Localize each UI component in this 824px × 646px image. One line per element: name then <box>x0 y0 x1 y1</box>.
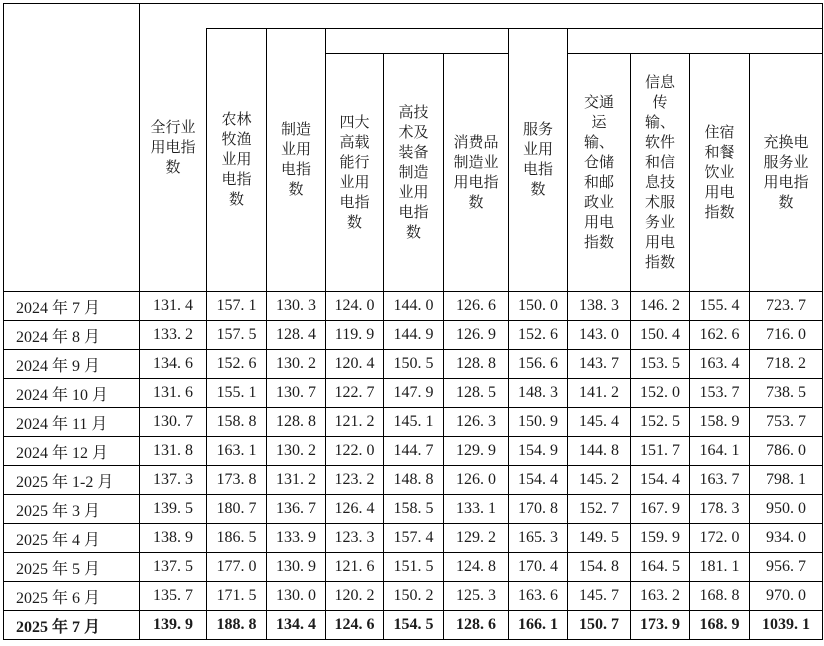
value-cell: 130. 7 <box>267 379 326 408</box>
table-body <box>4 292 823 640</box>
value-cell: 157. 4 <box>384 524 444 553</box>
value-cell: 137. 5 <box>140 553 207 582</box>
value-cell: 150. 9 <box>509 408 568 437</box>
value-cell: 152. 6 <box>207 350 267 379</box>
value-cell: 170. 4 <box>509 553 568 582</box>
value-cell: 130. 7 <box>140 408 207 437</box>
header-hightech-equipment: 高技术及装备制造业用电指数 <box>384 54 444 292</box>
value-cell: 188. 8 <box>207 611 267 640</box>
value-cell: 150. 7 <box>568 611 631 640</box>
value-cell: 126. 0 <box>444 466 509 495</box>
value-cell: 143. 7 <box>568 350 631 379</box>
value-cell: 157. 5 <box>207 321 267 350</box>
value-cell: 128. 6 <box>444 611 509 640</box>
value-cell: 124. 8 <box>444 553 509 582</box>
value-cell: 150. 0 <box>509 292 568 321</box>
table-row <box>4 350 823 379</box>
table-row <box>4 553 823 582</box>
value-cell: 723. 7 <box>750 292 823 321</box>
value-cell: 163. 1 <box>207 437 267 466</box>
row-label: 2024 年 8 月 <box>4 321 140 350</box>
value-cell: 154. 5 <box>384 611 444 640</box>
value-cell: 123. 2 <box>326 466 384 495</box>
value-cell: 171. 5 <box>207 582 267 611</box>
table-row <box>4 611 823 640</box>
value-cell: 121. 6 <box>326 553 384 582</box>
value-cell: 126. 6 <box>444 292 509 321</box>
value-cell: 154. 9 <box>509 437 568 466</box>
value-cell: 149. 5 <box>568 524 631 553</box>
value-cell: 718. 2 <box>750 350 823 379</box>
value-cell: 166. 1 <box>509 611 568 640</box>
value-cell: 134. 4 <box>267 611 326 640</box>
value-cell: 158. 5 <box>384 495 444 524</box>
table-row <box>4 524 823 553</box>
value-cell: 154. 4 <box>509 466 568 495</box>
value-cell: 139. 5 <box>140 495 207 524</box>
value-cell: 145. 1 <box>384 408 444 437</box>
value-cell: 133. 2 <box>140 321 207 350</box>
value-cell: 120. 2 <box>326 582 384 611</box>
value-cell: 168. 8 <box>690 582 750 611</box>
value-cell: 163. 6 <box>509 582 568 611</box>
value-cell: 158. 9 <box>690 408 750 437</box>
value-cell: 147. 9 <box>384 379 444 408</box>
table-row <box>4 582 823 611</box>
value-cell: 137. 3 <box>140 466 207 495</box>
table-row <box>4 495 823 524</box>
value-cell: 186. 5 <box>207 524 267 553</box>
row-label: 2025 年 6 月 <box>4 582 140 611</box>
header-transport-storage-postal: 交通运输、仓储和邮政业用电指数 <box>568 54 631 292</box>
value-cell: 144. 8 <box>568 437 631 466</box>
value-cell: 120. 4 <box>326 350 384 379</box>
value-cell: 738. 5 <box>750 379 823 408</box>
value-cell: 145. 7 <box>568 582 631 611</box>
value-cell: 159. 9 <box>631 524 690 553</box>
table-row <box>4 466 823 495</box>
value-cell: 148. 8 <box>384 466 444 495</box>
header-manufacturing: 制造业用电指数 <box>267 29 326 292</box>
table-row <box>4 437 823 466</box>
value-cell: 130. 2 <box>267 350 326 379</box>
value-cell: 956. 7 <box>750 553 823 582</box>
value-cell: 148. 3 <box>509 379 568 408</box>
header-spacer-manufacturing-sub <box>326 29 509 54</box>
value-cell: 136. 7 <box>267 495 326 524</box>
value-cell: 753. 7 <box>750 408 823 437</box>
header-spacer-top <box>207 4 823 29</box>
value-cell: 934. 0 <box>750 524 823 553</box>
value-cell: 164. 1 <box>690 437 750 466</box>
value-cell: 130. 3 <box>267 292 326 321</box>
value-cell: 146. 2 <box>631 292 690 321</box>
value-cell: 131. 8 <box>140 437 207 466</box>
value-cell: 168. 9 <box>690 611 750 640</box>
value-cell: 151. 5 <box>384 553 444 582</box>
value-cell: 163. 4 <box>690 350 750 379</box>
value-cell: 152. 0 <box>631 379 690 408</box>
value-cell: 134. 6 <box>140 350 207 379</box>
value-cell: 128. 5 <box>444 379 509 408</box>
header-info-software-it: 信息传输、软件和信息技术服务业用电指数 <box>631 54 690 292</box>
row-label: 2024 年 7 月 <box>4 292 140 321</box>
value-cell: 130. 9 <box>267 553 326 582</box>
value-cell: 133. 9 <box>267 524 326 553</box>
value-cell: 121. 2 <box>326 408 384 437</box>
value-cell: 126. 4 <box>326 495 384 524</box>
value-cell: 135. 7 <box>140 582 207 611</box>
value-cell: 162. 6 <box>690 321 750 350</box>
electricity-index-table-container <box>3 3 823 640</box>
value-cell: 122. 0 <box>326 437 384 466</box>
row-label: 2024 年 11 月 <box>4 408 140 437</box>
value-cell: 178. 3 <box>690 495 750 524</box>
row-label: 2024 年 12 月 <box>4 437 140 466</box>
value-cell: 130. 2 <box>267 437 326 466</box>
header-accommodation-catering: 住宿和餐饮业用电指数 <box>690 54 750 292</box>
value-cell: 129. 2 <box>444 524 509 553</box>
value-cell: 125. 3 <box>444 582 509 611</box>
header-four-high-energy: 四大高载能行业用电指数 <box>326 54 384 292</box>
row-label: 2025 年 7 月 <box>4 611 140 640</box>
value-cell: 124. 0 <box>326 292 384 321</box>
value-cell: 155. 1 <box>207 379 267 408</box>
value-cell: 154. 8 <box>568 553 631 582</box>
value-cell: 128. 4 <box>267 321 326 350</box>
row-label: 2024 年 10 月 <box>4 379 140 408</box>
value-cell: 180. 7 <box>207 495 267 524</box>
value-cell: 128. 8 <box>267 408 326 437</box>
row-label: 2025 年 4 月 <box>4 524 140 553</box>
value-cell: 950. 0 <box>750 495 823 524</box>
value-cell: 1039. 1 <box>750 611 823 640</box>
value-cell: 798. 1 <box>750 466 823 495</box>
value-cell: 970. 0 <box>750 582 823 611</box>
value-cell: 172. 0 <box>690 524 750 553</box>
value-cell: 145. 4 <box>568 408 631 437</box>
row-label: 2025 年 1-2 月 <box>4 466 140 495</box>
value-cell: 152. 7 <box>568 495 631 524</box>
value-cell: 181. 1 <box>690 553 750 582</box>
value-cell: 163. 2 <box>631 582 690 611</box>
header-agriculture: 农林牧渔业用电指数 <box>207 29 267 292</box>
value-cell: 154. 4 <box>631 466 690 495</box>
value-cell: 119. 9 <box>326 321 384 350</box>
electricity-index-table <box>3 3 823 640</box>
value-cell: 716. 0 <box>750 321 823 350</box>
header-consumer-goods: 消费品制造业用电指数 <box>444 54 509 292</box>
value-cell: 155. 4 <box>690 292 750 321</box>
value-cell: 177. 0 <box>207 553 267 582</box>
value-cell: 144. 0 <box>384 292 444 321</box>
value-cell: 144. 7 <box>384 437 444 466</box>
value-cell: 133. 1 <box>444 495 509 524</box>
value-cell: 126. 9 <box>444 321 509 350</box>
value-cell: 124. 6 <box>326 611 384 640</box>
value-cell: 153. 5 <box>631 350 690 379</box>
value-cell: 129. 9 <box>444 437 509 466</box>
header-all-industry: 全行业用电指数 <box>140 4 207 292</box>
row-label: 2025 年 5 月 <box>4 553 140 582</box>
value-cell: 138. 9 <box>140 524 207 553</box>
value-cell: 173. 9 <box>631 611 690 640</box>
value-cell: 126. 3 <box>444 408 509 437</box>
row-label: 2025 年 3 月 <box>4 495 140 524</box>
header-spacer-services-sub <box>568 29 823 54</box>
value-cell: 164. 5 <box>631 553 690 582</box>
table-row <box>4 292 823 321</box>
value-cell: 786. 0 <box>750 437 823 466</box>
value-cell: 139. 9 <box>140 611 207 640</box>
value-cell: 123. 3 <box>326 524 384 553</box>
value-cell: 150. 2 <box>384 582 444 611</box>
value-cell: 152. 6 <box>509 321 568 350</box>
value-cell: 150. 5 <box>384 350 444 379</box>
value-cell: 153. 7 <box>690 379 750 408</box>
value-cell: 131. 4 <box>140 292 207 321</box>
row-label: 2024 年 9 月 <box>4 350 140 379</box>
value-cell: 143. 0 <box>568 321 631 350</box>
value-cell: 131. 6 <box>140 379 207 408</box>
value-cell: 152. 5 <box>631 408 690 437</box>
value-cell: 128. 8 <box>444 350 509 379</box>
header-row-1 <box>4 4 823 29</box>
table-row <box>4 379 823 408</box>
value-cell: 141. 2 <box>568 379 631 408</box>
value-cell: 130. 0 <box>267 582 326 611</box>
value-cell: 158. 8 <box>207 408 267 437</box>
value-cell: 122. 7 <box>326 379 384 408</box>
value-cell: 170. 8 <box>509 495 568 524</box>
table-row <box>4 408 823 437</box>
value-cell: 131. 2 <box>267 466 326 495</box>
value-cell: 144. 9 <box>384 321 444 350</box>
value-cell: 163. 7 <box>690 466 750 495</box>
value-cell: 151. 7 <box>631 437 690 466</box>
header-services: 服务业用电指数 <box>509 29 568 292</box>
value-cell: 167. 9 <box>631 495 690 524</box>
value-cell: 150. 4 <box>631 321 690 350</box>
value-cell: 156. 6 <box>509 350 568 379</box>
header-ev-charging-swap: 充换电服务业用电指数 <box>750 54 823 292</box>
value-cell: 145. 2 <box>568 466 631 495</box>
value-cell: 157. 1 <box>207 292 267 321</box>
value-cell: 165. 3 <box>509 524 568 553</box>
value-cell: 138. 3 <box>568 292 631 321</box>
table-row <box>4 321 823 350</box>
month-column-header <box>4 4 140 292</box>
value-cell: 173. 8 <box>207 466 267 495</box>
